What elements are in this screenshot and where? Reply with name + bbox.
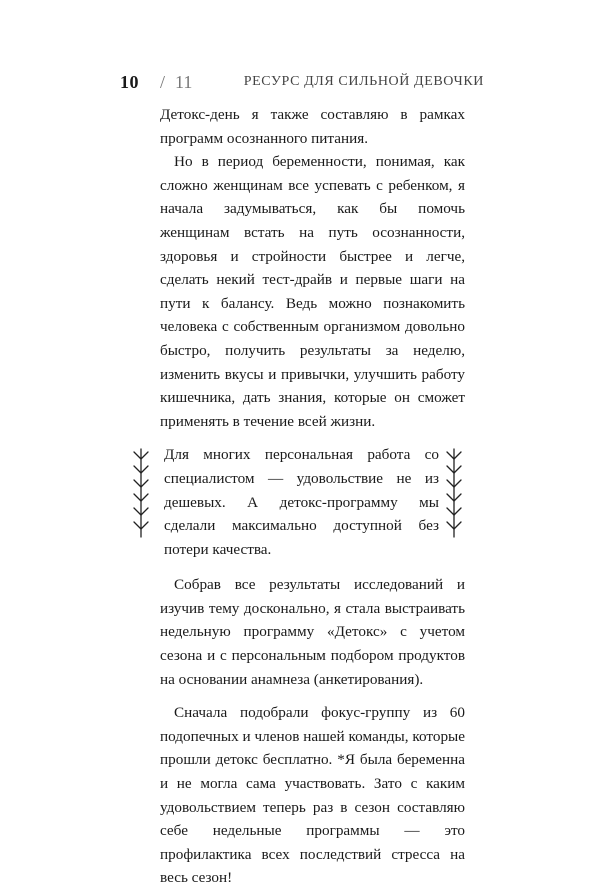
current-page-number: 10 bbox=[120, 72, 139, 92]
left-sprig-icon bbox=[130, 447, 152, 539]
running-title: РЕСУРС ДЛЯ СИЛЬНОЙ ДЕВОЧКИ bbox=[243, 74, 484, 89]
total-pages-number: 11 bbox=[175, 72, 193, 92]
page-header bbox=[120, 72, 484, 96]
paragraph-4: Сначала подобрали фокус-группу из 60 подопечных и членов нашей команды, которые прошли детокс бесплатно. *Я была беременна и не могла сама участвовать. Зато с каким удовольствием теперь раз в сезон составляю себе недельные программы — это профилактика всех последствий стресса на весь сезон! bbox=[160, 704, 465, 887]
body-text bbox=[160, 103, 465, 890]
callout-quote bbox=[130, 443, 465, 561]
paragraph-2: Но в период беременности, понимая, как сложно женщинам все успевать с ребенком, я начала задумываться, как бы помочь женщинам встать на путь осознанности, здоровья и стройности быстрее и легче, сделать некий тест-драйв и первые шаги на пути к балансу. Ведь можно познакомить человека с собственным организмом довольно быстро, получить результаты за неделю, изменить вкусы и привычки, улучшить работу кишечника, дать знания, которые он сможет применять в течение всей жизни. bbox=[160, 153, 465, 430]
page-separator: / bbox=[160, 72, 166, 92]
paragraph-1: Детокс-день я также составляю в рамках программ осознанного питания. bbox=[160, 106, 465, 147]
quote-text: Для многих персональная работа со специалистом — удовольствие не из дешевых. А детокс-программу мы сделали максимально доступной без потери качества. bbox=[164, 446, 439, 558]
right-sprig-icon bbox=[443, 447, 465, 539]
paragraph-3: Собрав все результаты исследований и изучив тему досконально, я стала выстраивать недельную программу «Детокс» с учетом сезона и с персональным подбором продуктов на основании анамнеза (анкетирования). bbox=[160, 576, 465, 688]
